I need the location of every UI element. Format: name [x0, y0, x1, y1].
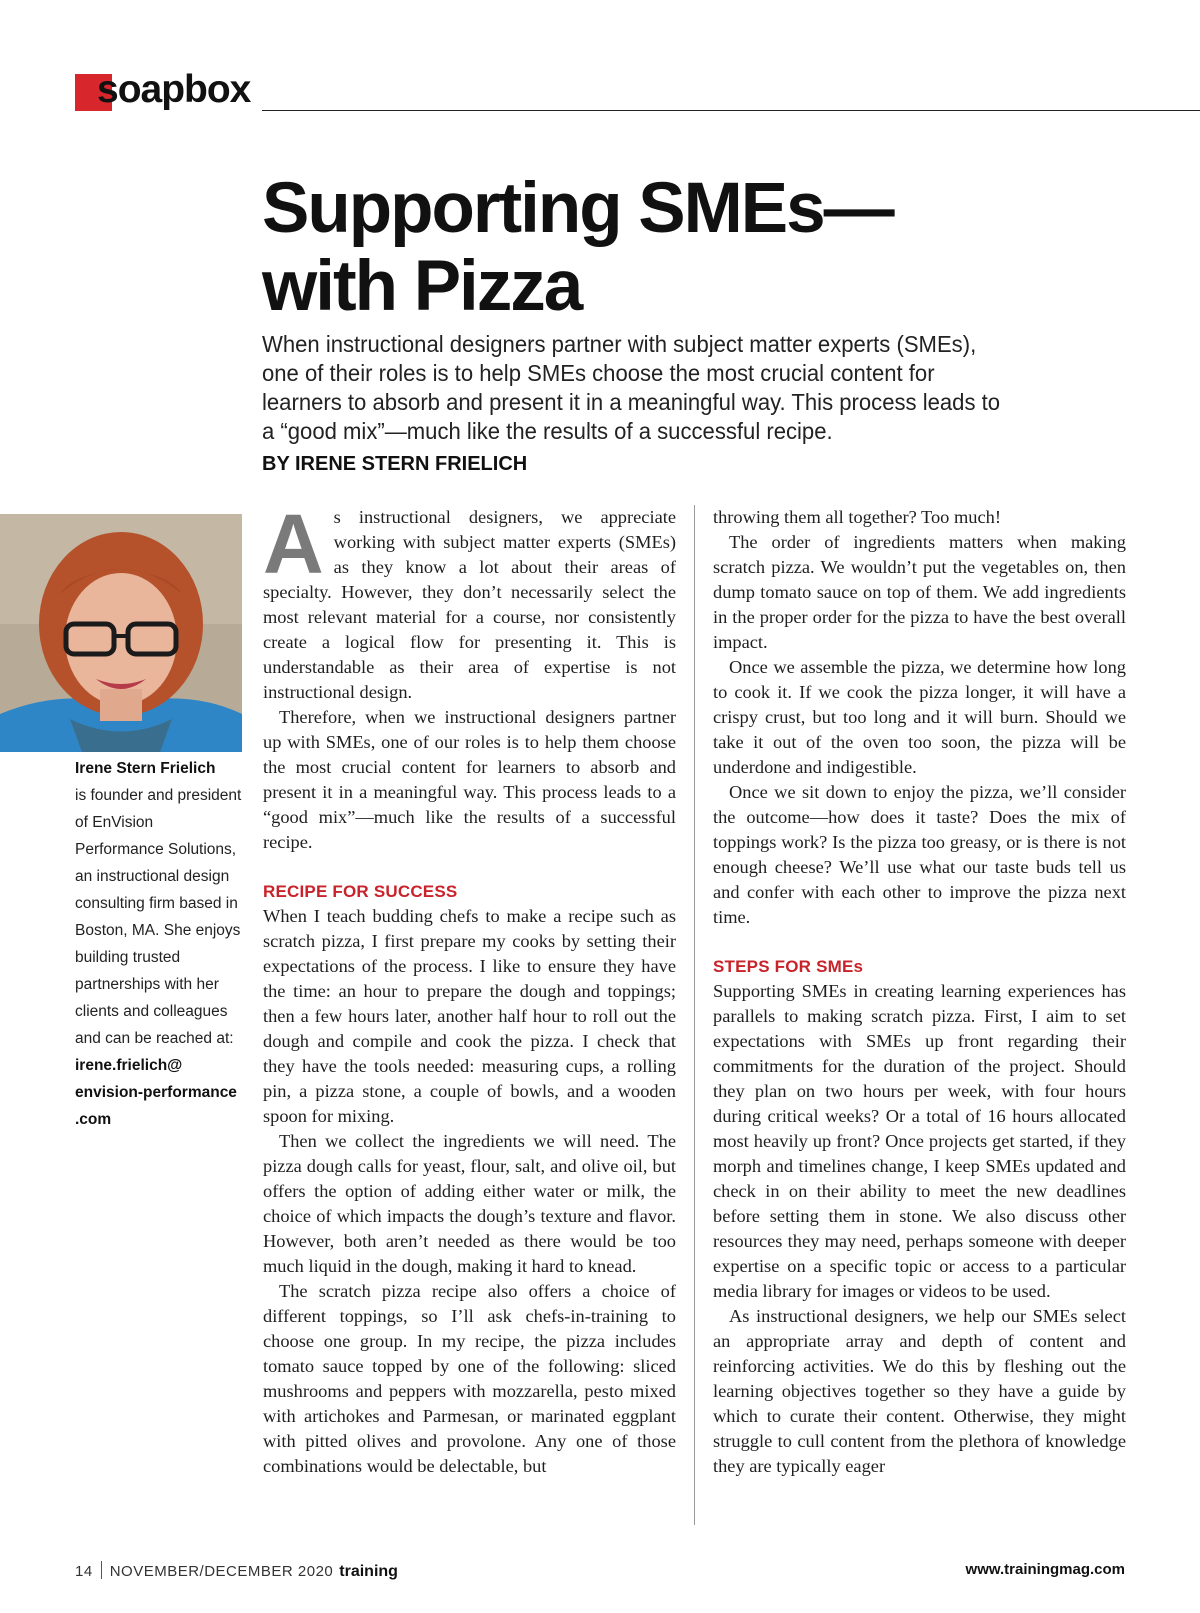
paragraph-6: throwing them all together? Too much! [713, 507, 1001, 527]
paragraph-11: As instructional designers, we help our SMEs select an appropriate array and depth of content and reinforcing activities. We do this by fleshing out the learning objectives together so they have a guide by which to curate their content. Otherwise, they might struggle to cull content from the plethora of knowledge they are typically eager [713, 1306, 1126, 1476]
author-bio [75, 755, 245, 1133]
header-rule [262, 110, 1200, 111]
author-photo [0, 514, 242, 752]
body-column-left [263, 497, 676, 1479]
issue-date: NOVEMBER/DECEMBER 2020 [109, 1563, 334, 1580]
article-deck: When instructional designers partner with subject matter experts (SMEs), one of their roles is to help SMEs choose the most crucial content for learners to absorb and present it in a meaningful way. This process leads to a “good mix”—much like the results of a successful recipe. [262, 331, 1001, 444]
article-title [262, 170, 893, 326]
author-email-line-2: envision-performance [75, 1084, 237, 1101]
paragraph-3: When I teach budding chefs to make a recipe such as scratch pizza, I first prepare my cooks by setting their expectations of the process. I like to ensure they have the time: an hour to prepare the dough and toppings; then a few hours later, another half hour to roll out the dough and compile and cook the pizza. I check that they have the tools needed: measuring cups, a rolling pin, a pizza stone, a couple of bowls, and a wooden spoon for mixing. [263, 906, 676, 1126]
drop-cap: A [263, 497, 324, 591]
page-number: 14 [75, 1563, 93, 1580]
author-bio-text: is founder and president of EnVision Performance Solutions, an instructional design consulting firm based in Boston, MA. She enjoys building trusted partnerships with her clients and colleagues and can be reached at: [75, 787, 242, 1047]
paragraph-2: Therefore, when we instructional designers partner up with SMEs, one of our roles is to help them choose the most crucial content for learners to absorb and present it in a meaningful way. This process leads to a “good mix”—much like the results of a successful recipe. [263, 707, 676, 852]
paragraph-9: Once we sit down to enjoy the pizza, we’ll consider the outcome—how does it taste? Does the mix of toppings work? Is the pizza too greasy, or is there is not enough cheese? We’ll use what our taste buds tell us and confer with each other to improve the pizza next time. [713, 782, 1126, 927]
author-portrait-image [0, 514, 242, 752]
footer-separator [101, 1561, 102, 1579]
paragraph-8: Once we assemble the pizza, we determine how long to cook it. If we cook the pizza longer, it will have a crispy crust, but too long and it will burn. Should we take it out of the oven too soon, the pizza will be underdone and indigestible. [713, 657, 1126, 777]
author-name: Irene Stern Frielich [75, 760, 216, 777]
column-divider [694, 505, 695, 1525]
body-column-right [713, 505, 1126, 1479]
paragraph-7: The order of ingredients matters when making scratch pizza. We wouldn’t put the vegetables on, then dump tomato sauce on top of them. We add ingredients in the proper order for the pizza to have the best overall impact. [713, 532, 1126, 652]
footer-url[interactable]: www.trainingmag.com [965, 1561, 1125, 1578]
subhead-steps-for-smes: STEPS FOR SMEs [713, 957, 864, 976]
paragraph-1: s instructional designers, we appreciate working with subject matter experts (SMEs) as they know a lot about their areas of specialty. However, they don’t necessarily select the most relevant material for a course, nor consistently create a logical flow for presenting it. This is understandable as their area of expertise is not instructional design. [263, 507, 676, 702]
title-line-1: Supporting SMEs— [262, 169, 893, 248]
publication-name: training [339, 1563, 398, 1580]
footer-folio [75, 1561, 398, 1581]
paragraph-4: Then we collect the ingredients we will need. The pizza dough calls for yeast, flour, salt, and olive oil, but offers the option of adding either water or milk, the choice of which impacts the dough’s texture and flavor. However, both aren’t needed as there would be too much liquid in the dough, making it hard to knead. [263, 1131, 676, 1276]
section-label: soapbox [97, 68, 251, 111]
paragraph-5: The scratch pizza recipe also offers a choice of different toppings, so I’ll ask chefs-in-training to choose one group. In my recipe, the pizza includes tomato sauce topped by one of the following: sliced mushrooms and peppers with mozzarella, pesto mixed with artichokes and Parmesan, or marinated eggplant with pitted olives and provolone. Any one of those combinations would be delectable, but [263, 1281, 676, 1476]
paragraph-10: Supporting SMEs in creating learning experiences has parallels to making scratch pizza. First, I aim to set expectations with SMEs up front regarding their commitments for the duration of the project. Should they plan on two hours per week, with four hours during critical weeks? Or a total of 16 hours allocated most heavily up front? Once projects get started, if they morph and timelines change, I keep SMEs updated and check in on their ability to meet the new deadlines before setting them in stone. We also discuss other resources they may need, perhaps someone with deeper expertise on a specific topic or access to a particular media library for images or videos to be used. [713, 981, 1126, 1301]
byline: BY IRENE STERN FRIELICH [262, 453, 528, 475]
author-email-line-3: .com [75, 1111, 112, 1128]
author-email-line-1: irene.frielich@ [75, 1057, 183, 1074]
subhead-recipe-for-success: RECIPE FOR SUCCESS [263, 882, 458, 901]
title-line-2: with Pizza [262, 247, 582, 326]
